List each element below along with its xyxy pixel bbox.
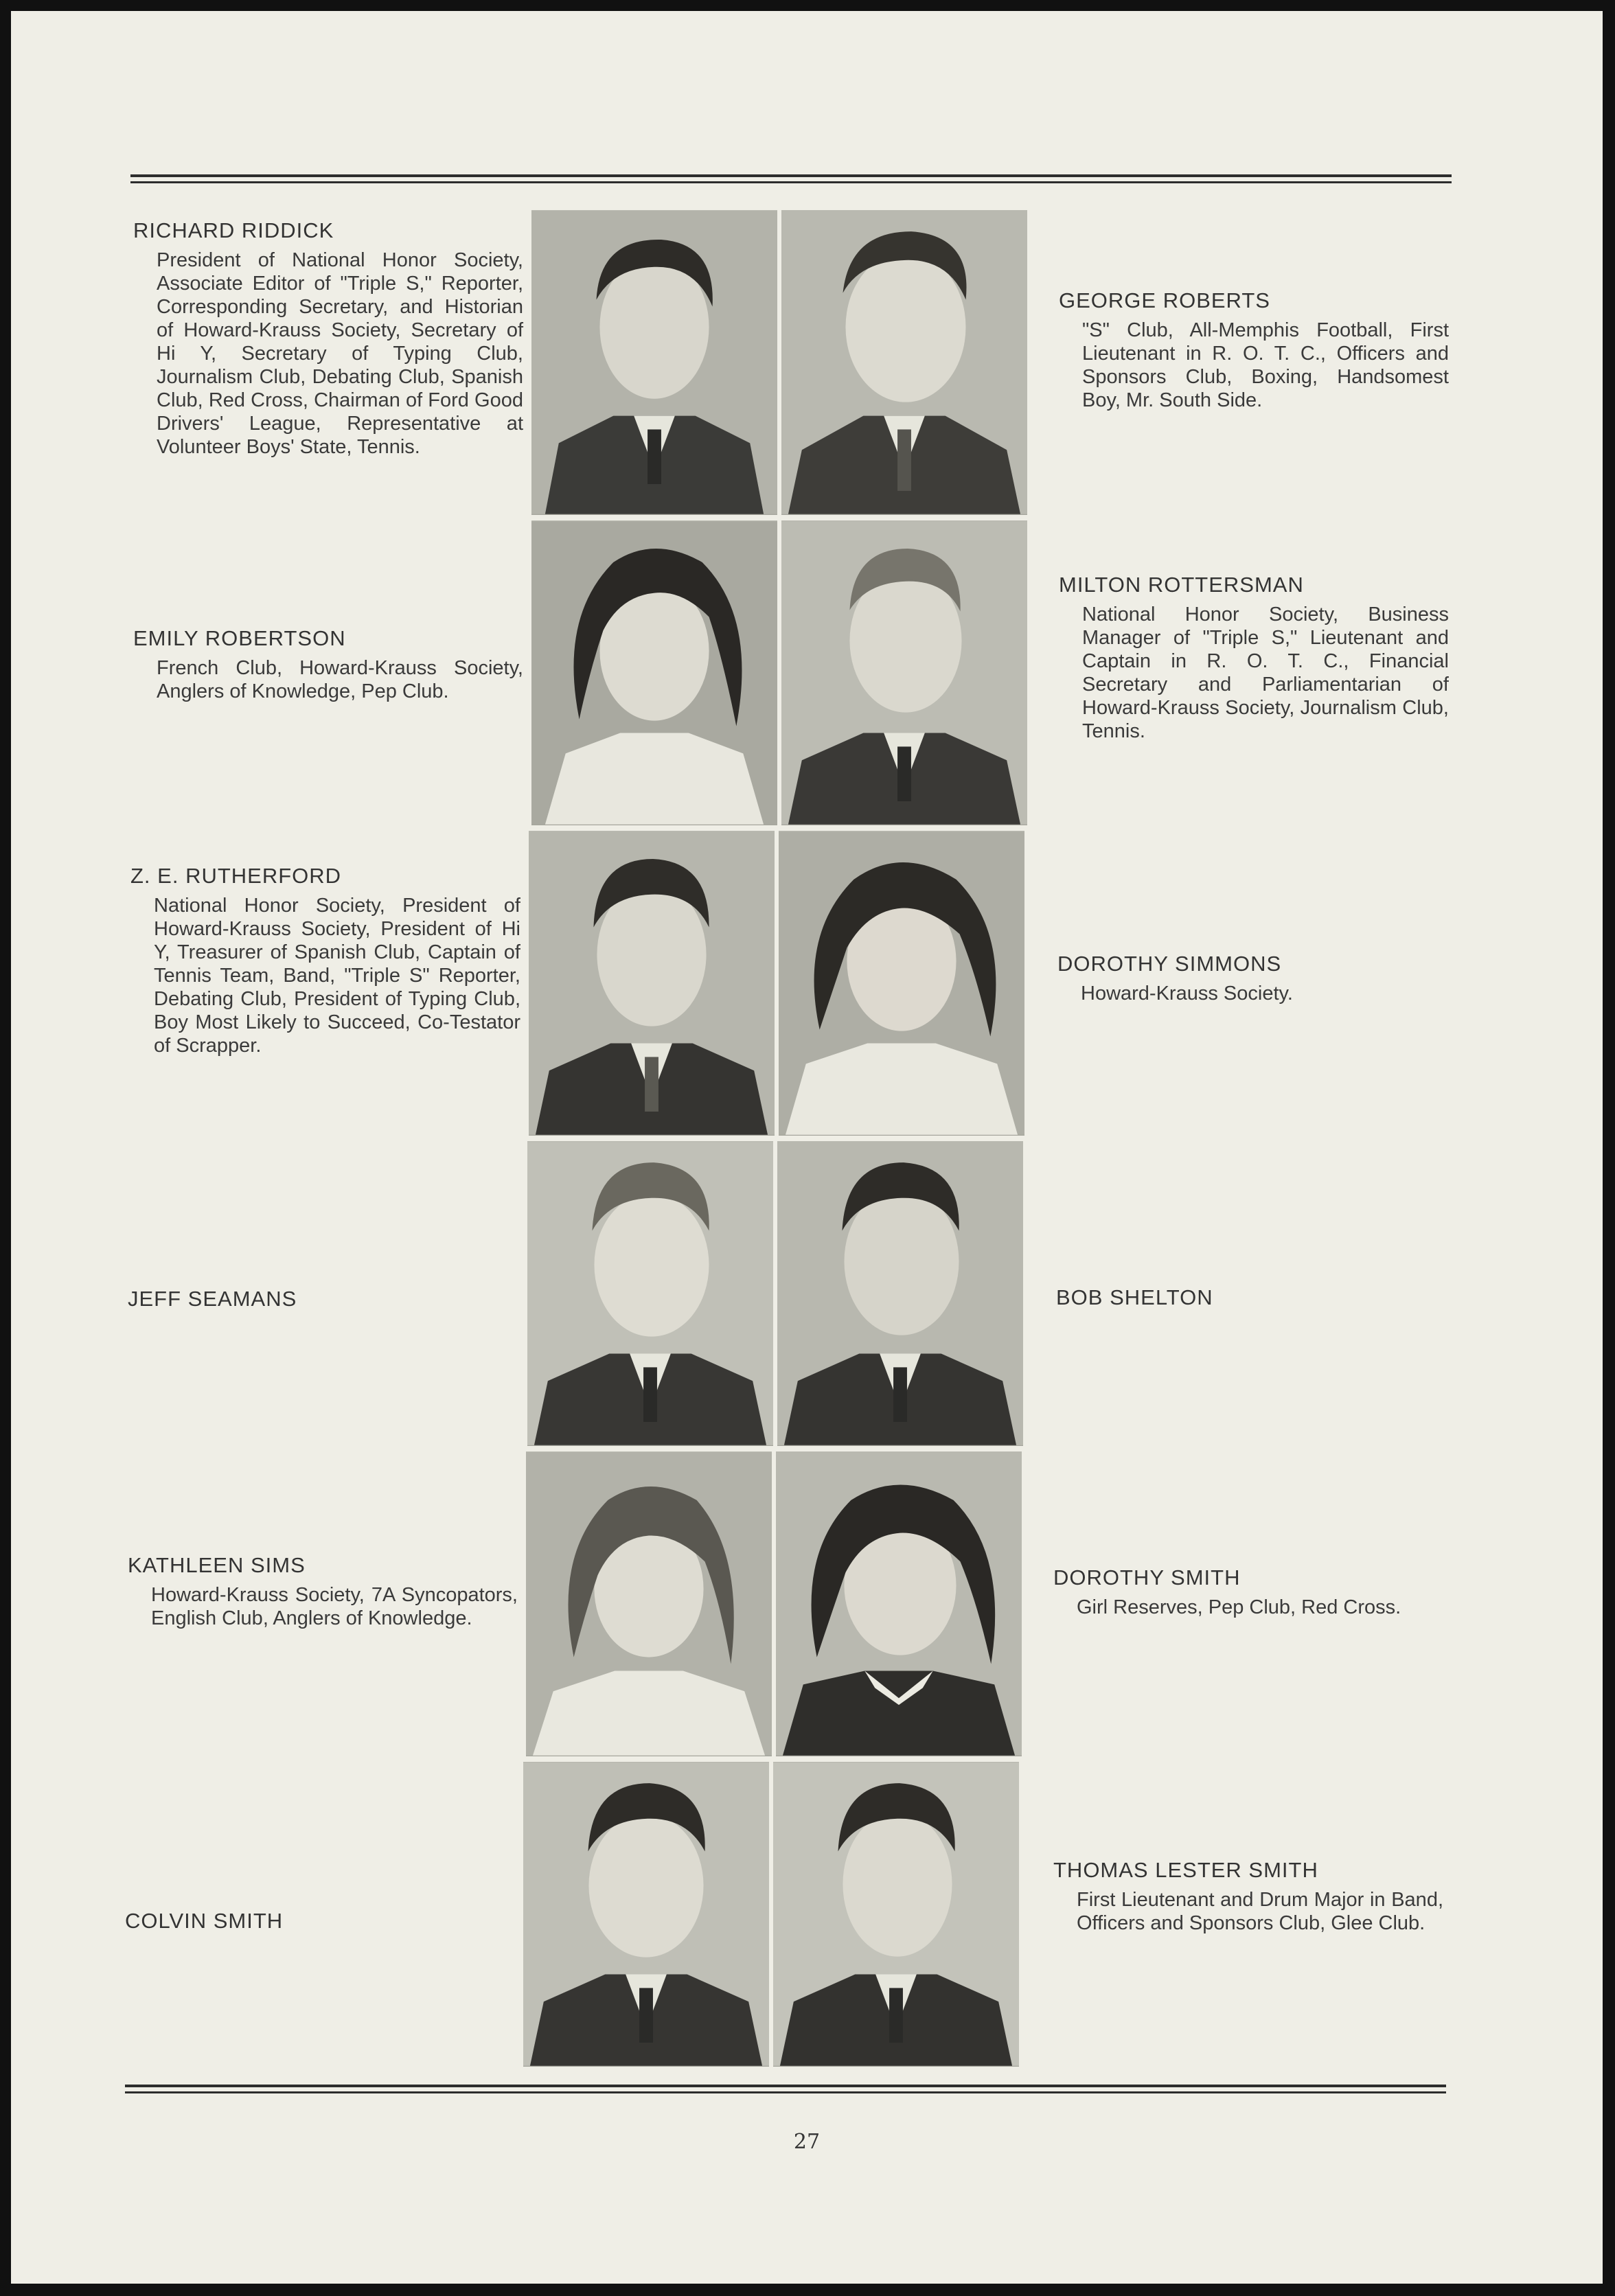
student-activities: National Honor Society, President of Howard-Krauss Society, President of Hi Y, Treasurer of Spanish Club, Captain of Tennis Team, Band, "Triple S" Reporter, Debating Club, President of Typing Club, Boy Most Likely to Succeed, Co-Testator of Scrapper. [154, 895, 520, 1057]
portrait-photo [773, 1762, 1019, 2067]
student-name: MILTON ROTTERSMAN [1059, 573, 1304, 597]
student-activities: French Club, Howard-Krauss Society, Anglers of Knowledge, Pep Club. [157, 657, 523, 702]
student-name: GEORGE ROBERTS [1059, 288, 1270, 312]
student-name: DOROTHY SIMMONS [1057, 952, 1282, 976]
bottom-rule-2 [125, 2091, 1446, 2093]
entry-left-2 [133, 626, 523, 703]
student-name: EMILY ROBERTSON [133, 626, 346, 650]
entry-left-3 [130, 864, 520, 1057]
portrait-photo [781, 520, 1027, 825]
student-name: RICHARD RIDDICK [133, 218, 334, 242]
student-name: THOMAS LESTER SMITH [1053, 1858, 1318, 1882]
student-activities: Howard-Krauss Society, 7A Syncopators, English Club, Anglers of Knowledge. [151, 1584, 518, 1629]
top-rule-2 [130, 181, 1452, 183]
portrait-photo [529, 831, 775, 1136]
entry-left-4 [128, 1287, 518, 1317]
yearbook-page [11, 11, 1603, 2284]
page-number: 27 [793, 2130, 821, 2154]
student-name: JEFF SEAMANS [128, 1287, 297, 1311]
portrait-photo [523, 1762, 769, 2067]
entry-right-1 [1059, 288, 1449, 412]
student-activities: President of National Honor Society, Associate Editor of "Triple S," Reporter, Corresponding Secretary, and Historian of Howard-Krauss Society, Secretary of Hi Y, Secretary of Typing Club, Journalism Club, Debating Club, Spanish Club, Red Cross, Chairman of Ford Good Drivers' League, Representative at Volunteer Boys' State, Tennis. [157, 249, 523, 458]
student-name: DOROTHY SMITH [1053, 1565, 1241, 1589]
portrait-photo [531, 520, 777, 825]
entry-left-5 [128, 1553, 518, 1630]
portrait-photo [777, 1141, 1023, 1446]
student-name: COLVIN SMITH [125, 1909, 284, 1933]
entry-right-4 [1056, 1285, 1446, 1316]
entry-right-2 [1059, 573, 1449, 743]
portrait-photo [781, 210, 1027, 515]
student-activities: Girl Reserves, Pep Club, Red Cross. [1077, 1596, 1401, 1618]
student-name: Z. E. RUTHERFORD [130, 864, 342, 888]
entry-right-6 [1053, 1858, 1443, 1935]
entry-right-5 [1053, 1565, 1443, 1619]
student-activities: National Honor Society, Business Manager of "Triple S," Lieutenant and Captain in R. O. T. C., Financial Secretary and Parliamentarian of Howard-Krauss Society, Journalism Club, Tennis. [1082, 604, 1449, 742]
entry-left-6 [125, 1909, 515, 1939]
entry-left-1 [133, 218, 523, 459]
top-rule [130, 174, 1452, 177]
portrait-photo [526, 1451, 772, 1756]
portrait-photo [527, 1141, 773, 1446]
entry-right-3 [1057, 952, 1447, 1005]
portrait-photo [776, 1451, 1022, 1756]
student-name: BOB SHELTON [1056, 1285, 1213, 1309]
student-name: KATHLEEN SIMS [128, 1553, 306, 1577]
student-activities: Howard-Krauss Society. [1081, 983, 1293, 1004]
portrait-photo [779, 831, 1024, 1136]
bottom-rule [125, 2085, 1446, 2087]
student-activities: First Lieutenant and Drum Major in Band, Officers and Sponsors Club, Glee Club. [1077, 1889, 1443, 1934]
student-activities: "S" Club, All-Memphis Football, First Lieutenant in R. O. T. C., Officers and Sponsors Club, Boxing, Handsomest Boy, Mr. South Side. [1082, 319, 1449, 411]
portrait-photo [531, 210, 777, 515]
